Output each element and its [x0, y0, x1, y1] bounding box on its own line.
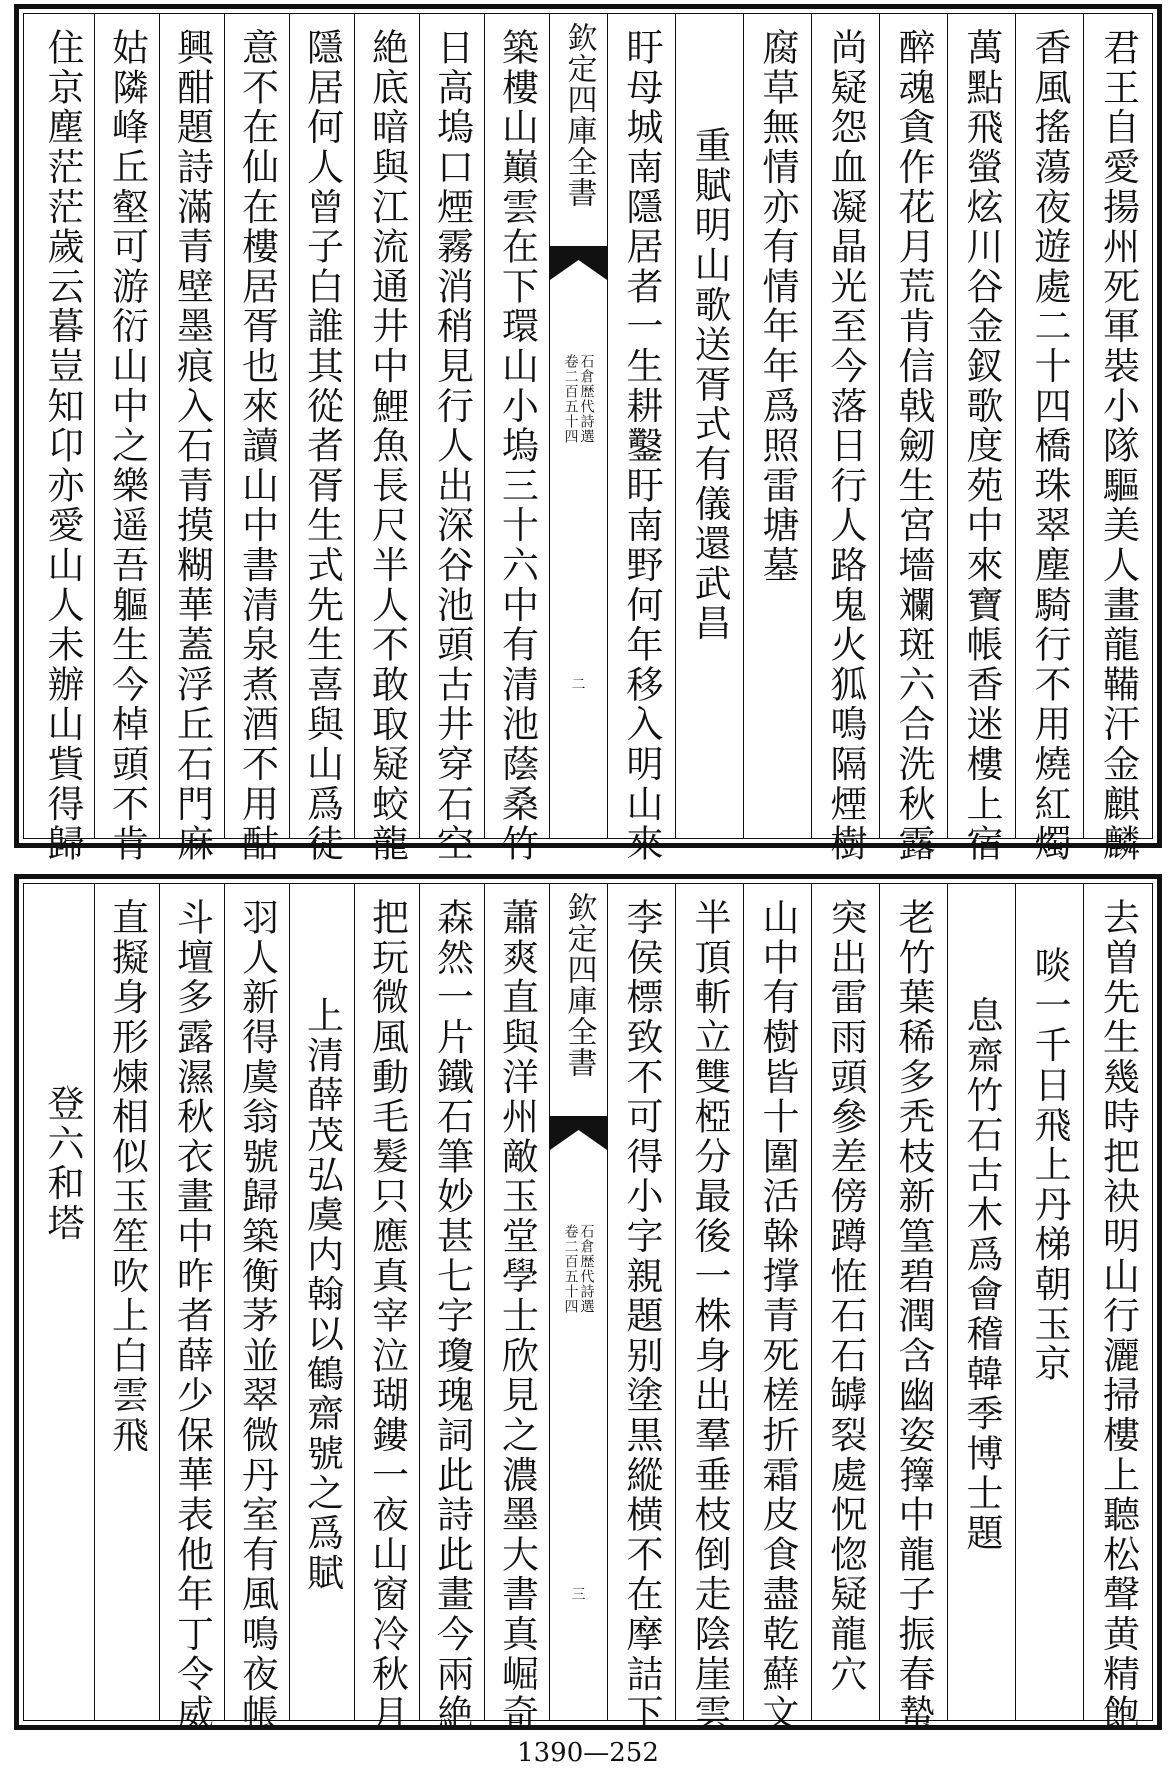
top-page-frame [23, 13, 1153, 864]
text-column [160, 884, 225, 1734]
folio-number: 二 [571, 677, 586, 693]
text-column [420, 14, 485, 864]
top-page [14, 4, 1162, 864]
column-text: 直擬身形煉相似玉笙吹上白雲飛 [105, 898, 149, 1456]
column-text: 李侯標致不可得小字親題别塗黒縱横不在摩詰下 [620, 898, 663, 1734]
column-text: 萬點飛螢炫川谷金釵歌度苑中來寶帳香迷樓上宿 [960, 28, 1003, 864]
column-text: 把玩微風動毛髮只應真宰泣瑚鏤一夜山窗冷秋月 [365, 898, 409, 1734]
text-column [880, 884, 948, 1734]
book-series [564, 1224, 594, 1314]
text-column [485, 14, 550, 864]
text-column [95, 884, 160, 1720]
poem-title: 重賦明山歌送胥式有儀還武昌 [688, 126, 731, 644]
column-text: 羽人新得虞翁號歸築衡茅並翠微丹室有風鳴夜帳 [235, 898, 279, 1734]
column-text: 隱居何人曾子白誰其從者胥生式先生喜與山爲徒 [300, 28, 344, 864]
poem-title-column [290, 884, 355, 1720]
bottom-page [14, 874, 1162, 1734]
poem-title: 上清薛茂弘虞内翰以鶴齋號之爲賦 [300, 996, 344, 1593]
column-text: 姑隣峰丘壑可游衍山中之樂遥吾軀生今棹頭不肯 [105, 28, 149, 864]
column-text: 啖一千日飛上丹梯朝玉京 [1028, 946, 1071, 1384]
column-text: 築樓山巔雲在下環山小塢三十六中有清池蔭桑竹 [495, 28, 539, 864]
volume-number: 卷二百五十四 [562, 354, 579, 444]
text-column [225, 14, 290, 864]
text-column [1016, 884, 1084, 1720]
text-column [1084, 14, 1152, 864]
text-column [1016, 14, 1084, 864]
text-column [1084, 884, 1152, 1734]
text-column [485, 884, 550, 1734]
library-title: 欽定四庫全書 [561, 22, 597, 208]
bottom-page-frame [23, 883, 1153, 1734]
text-column [948, 14, 1016, 864]
text-column [225, 884, 290, 1734]
poem-title-column [676, 14, 744, 838]
book-series [564, 354, 594, 444]
poem-title-column [948, 884, 1016, 1720]
column-text: 斗壇多露濕秋衣畫中昨者薛少保華表他年丁令威 [170, 898, 214, 1734]
column-text: 興酣題詩滿青壁墨痕入石青摸糊華蓋浮丘石門麻 [170, 28, 214, 864]
column-text: 醉魂貪作花月荒肯信戟劒生宮墻斕斑六合洗秋露 [892, 28, 935, 864]
column-text: 日高塢口煙霧消稍見行人出深谷池頭古井穿石空 [430, 28, 474, 864]
column-text: 突出雷雨頭參差傍蹲恠石石罅裂處怳惚疑龍穴 [824, 898, 867, 1694]
top-page-columns [24, 14, 1152, 864]
poem-title: 息齋竹石古木爲會稽韓季博士題 [960, 996, 1003, 1554]
column-text: 君王自愛揚州死軍裝小隊驅美人畫龍鞴汗金麒麟 [1096, 28, 1140, 864]
column-text: 盱母城南隱居者一生耕鑿盱南野何年移入明山來 [620, 28, 663, 864]
fishtail-ornament [550, 246, 607, 280]
column-text: 腐草無情亦有情年年爲照雷塘墓 [756, 28, 799, 586]
text-column [95, 14, 160, 864]
poem-title: 登六和塔 [41, 1084, 84, 1244]
poem-title-column [31, 884, 95, 1720]
column-text: 森然一片鐵石筆妙甚七字瓊瑰詞此詩此畫今兩絶 [430, 898, 474, 1734]
column-text: 山中有樹皆十圍活榦撑青死槎折霜皮食盡乾蘚文 [756, 898, 799, 1734]
text-column [812, 14, 880, 864]
text-column [355, 14, 420, 864]
folio-number: 三 [571, 1587, 586, 1603]
column-text: 香風搖蕩夜遊處二十四橋珠翠塵騎行不用燒紅燭 [1028, 28, 1071, 864]
bottom-page-columns [24, 884, 1152, 1734]
text-column [608, 884, 676, 1734]
text-column [744, 884, 812, 1734]
text-column [420, 884, 485, 1734]
column-text: 蕭爽直與洋州敵玉堂學士欣見之濃墨大書真崛奇 [495, 898, 539, 1734]
fishtail-ornament [550, 1116, 607, 1150]
column-text: 老竹葉稀多秃枝新篁碧潤含幽姿籜中龍子振春蟄 [892, 898, 935, 1734]
text-column [290, 14, 355, 864]
book-title: 石倉歴代詩選 [578, 1224, 595, 1314]
column-text: 尚疑怨血凝晶光至今落日行人路鬼火狐鳴隔煙樹 [824, 28, 867, 864]
text-column [31, 14, 95, 864]
center-fold [550, 14, 608, 838]
text-column [880, 14, 948, 864]
text-column [608, 14, 676, 864]
text-column [160, 14, 225, 864]
center-fold [550, 884, 608, 1720]
text-column [355, 884, 420, 1734]
column-text: 半頂斬立雙椏分最後一株身出羣垂枝倒走陰崖雲 [688, 898, 731, 1734]
book-title: 石倉歴代詩選 [578, 354, 595, 444]
column-text: 住京塵茫茫歲云暮豈知卬亦愛山人未辦山貲得歸 [41, 28, 84, 864]
page-number: 1390—252 [517, 1738, 659, 1768]
library-title: 欽定四庫全書 [561, 892, 597, 1078]
text-column [744, 14, 812, 838]
text-column [812, 884, 880, 1720]
volume-number: 卷二百五十四 [562, 1224, 579, 1314]
column-text: 意不在仙在樓居胥也來讀山中書清泉煮酒不用酤 [235, 28, 279, 864]
column-text: 去曽先生幾時把袂明山行灑掃樓上聽松聲黄精飽 [1096, 898, 1140, 1734]
column-text: 絶底暗與江流通井中鯉魚長尺半人不敢取疑蛟龍 [365, 28, 409, 864]
text-column [676, 884, 744, 1734]
